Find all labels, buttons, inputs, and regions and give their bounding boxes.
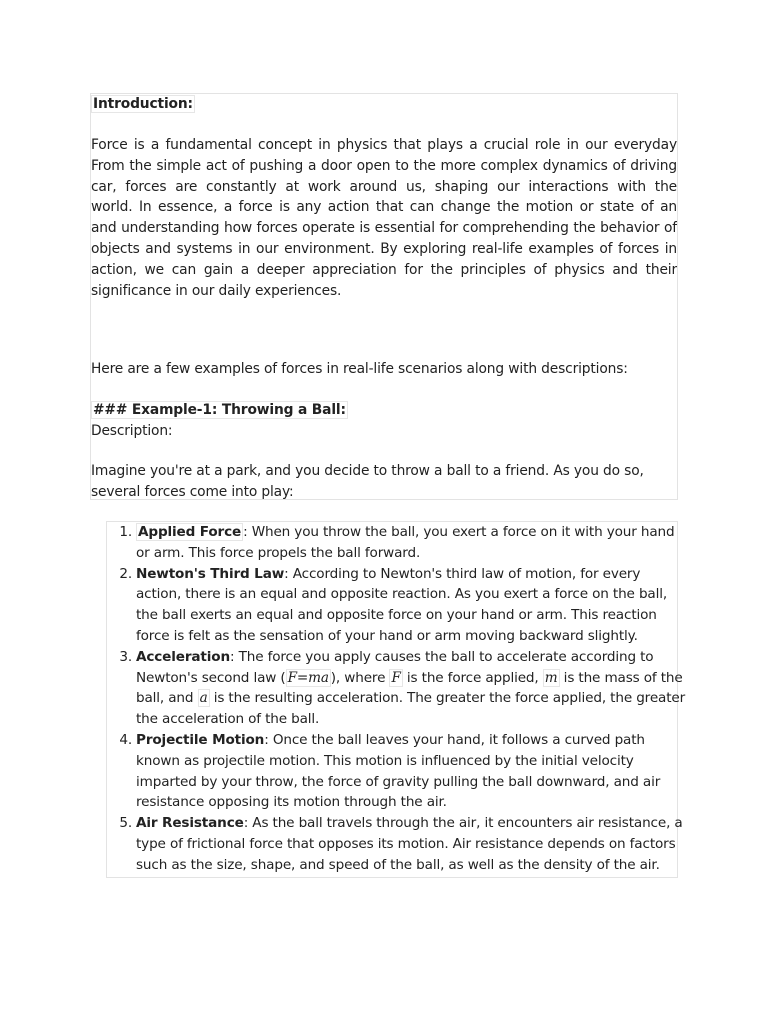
list-item: 1. Applied Force : When you throw the ball, you exert a force on it with your hand or arm. This force propels the ball forward.	[119, 524, 675, 561]
term: Applied Force	[138, 524, 242, 540]
list-item: 3. Acceleration: The force you apply causes the ball to accelerate according to Newton's second law ( F=ma ), where F is the force applied, m is the mass of the ball, and a is the resulting acceleration. The greater the force applied, the greater the acceleration of the ball.	[119, 648, 686, 728]
intro-heading: Introduction:	[93, 96, 193, 112]
intro-section	[90, 93, 678, 500]
description-label: Description:	[91, 423, 173, 439]
intro-line: objects and systems in our environment. By exploring real-life examples of forces in	[91, 240, 677, 257]
variable-a: a	[199, 690, 208, 707]
variable-f: F	[391, 669, 401, 686]
list-item: 5. Air Resistance: As the ball travels through the air, it encounters air resistance, a type of frictional force that opposes its motion. Air resistance depends on factors such as the size, shape, and speed of the ball, as well as the density of the air.	[119, 815, 683, 873]
intro-line: significance in our daily experiences.	[91, 282, 342, 299]
variable-m: m	[544, 669, 558, 686]
list-item: 2. Newton's Third Law: According to Newton's third law of motion, for every action, there is an equal and opposite reaction. As you exert a force on the ball, the ball exerts an equal and opposite force on your hand or arm. This reaction force is felt as the sensation of your hand or arm moving backward slightly.	[119, 565, 668, 644]
scenario-line: several forces come into play:	[91, 484, 294, 500]
scenario-line: Imagine you're at a park, and you decide to throw a ball to a friend. As you do so,	[91, 463, 644, 479]
intro-paragraph	[91, 135, 677, 301]
intro-line: car, forces are constantly at work around us, shaping our interactions with the	[91, 178, 677, 195]
intro-line: world. In essence, a force is any action that can change the motion or state of an	[91, 199, 677, 216]
forces-list-section	[106, 521, 686, 878]
example-1-heading: ### Example-1: Throwing a Ball:	[93, 402, 346, 418]
forces-list	[107, 522, 686, 876]
intro-line: action, we can gain a deeper appreciation for the principles of physics and their	[91, 261, 677, 278]
term: Newton's Third Law	[136, 565, 285, 582]
formula: F=ma	[287, 669, 329, 686]
term: Air Resistance	[136, 815, 244, 832]
list-item: 4. Projectile Motion: Once the ball leaves your hand, it follows a curved path known as projectile motion. This motion is influenced by the initial velocity imparted by your throw, the force of gravity pulling the ball downward, and air resistance opposing its motion through the air.	[119, 731, 661, 811]
intro-line: Force is a fundamental concept in physics that plays a crucial role in our everyday	[91, 137, 677, 153]
term: Projectile Motion	[136, 731, 265, 748]
term: Acceleration	[136, 648, 230, 665]
intro-line: From the simple act of pushing a door open to the more complex dynamics of driving	[91, 157, 677, 174]
examples-intro: Here are a few examples of forces in real-life scenarios along with descriptions:	[91, 361, 628, 377]
intro-line: and understanding how forces operate is essential for comprehending the behavior of	[91, 220, 677, 237]
